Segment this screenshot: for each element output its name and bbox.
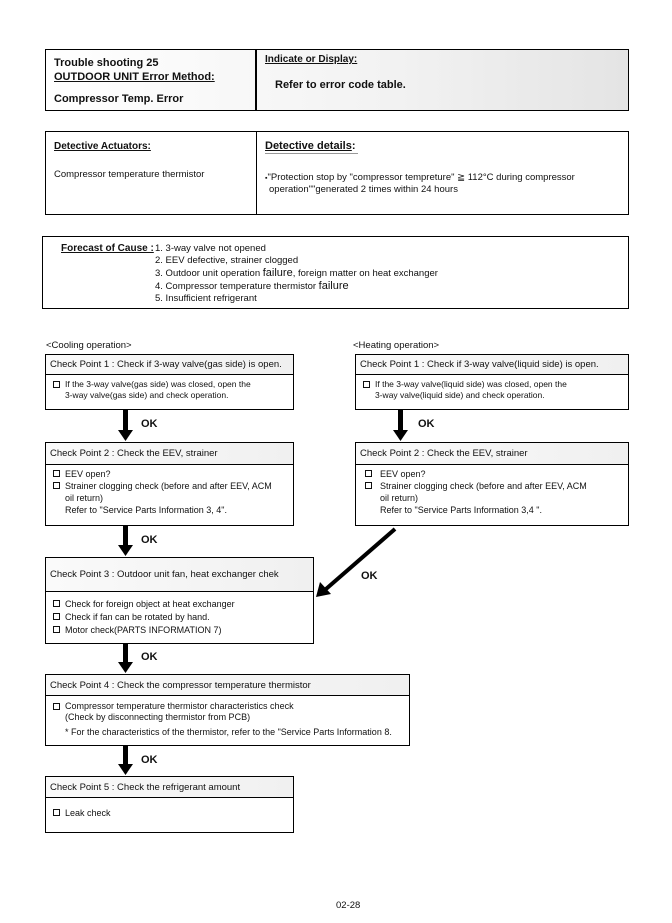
heating-operation-label: <Heating operation>	[353, 340, 440, 351]
detective-details-line2: operation""generated 2 times within 24 hours	[269, 184, 458, 195]
down-arrow-icon	[118, 410, 133, 441]
cause-item: 1. 3-way valve not opened	[155, 243, 266, 254]
check-point-4: Check Point 4 : Check the compressor temperature thermistor Compressor temperature thermistor characteristics check (Check by disconnecting thermistor from PCB) * For the characteristics of the thermistor, refer to the "Service Parts Information 8.	[45, 674, 410, 746]
check-point-title: Check Point 2 : Check the EEV, strainer	[46, 443, 293, 465]
detective-details-line1: ▪"Protection stop by "compressor tempreture" ≧ 112°C during compressor	[265, 172, 575, 183]
heating-check-point-2: Check Point 2 : Check the EEV, strainer EEV open? Strainer clogging check (before and after EEV, ACM oil return) Refer to "Service Parts Information 3,4 ".	[355, 442, 629, 526]
indicate-label: Indicate or Display:	[265, 54, 358, 65]
cooling-check-point-2: Check Point 2 : Check the EEV, strainer EEV open? Strainer clogging check (before and after EEV, ACM oil return) Refer to "Service Parts Information 3, 4".	[45, 442, 294, 526]
check-point-title: Check Point 5 : Check the refrigerant amount	[46, 777, 293, 798]
detective-details-colon: :	[351, 140, 356, 152]
check-point-title: Check Point 1 : Check if 3-way valve(liquid side) is open.	[356, 355, 628, 375]
bullet-icon: ▪	[265, 175, 268, 182]
down-arrow-icon	[118, 526, 133, 556]
down-arrow-icon	[118, 644, 133, 673]
heating-check-point-1: Check Point 1 : Check if 3-way valve(liquid side) is open. If the 3-way valve(liquid side) was closed, open the 3-way valve(liquid side) and check operation.	[355, 354, 629, 410]
check-point-3: Check Point 3 : Outdoor unit fan, heat exchanger chek Check for foreign object at heat exchanger Check if fan can be rotated by hand. Motor check(PARTS INFORMATION 7)	[45, 557, 314, 644]
cause-item: 4. Compressor temperature thermistor failure	[155, 280, 349, 292]
diagonal-arrow-icon	[316, 529, 395, 597]
detective-actuators-label: Detective Actuators:	[54, 141, 151, 152]
forecast-label: Forecast of Cause :	[61, 243, 154, 254]
ok-label: OK	[141, 754, 158, 766]
check-point-5: Check Point 5 : Check the refrigerant amount Leak check	[45, 776, 294, 833]
error-name: Compressor Temp. Error	[54, 93, 184, 105]
ok-label: OK	[141, 534, 158, 546]
cause-item: 5. Insufficient refrigerant	[155, 293, 257, 304]
ok-label: OK	[141, 651, 158, 663]
indicate-value: Refer to error code table.	[275, 79, 406, 91]
check-point-title: Check Point 3 : Outdoor unit fan, heat exchanger chek	[46, 558, 313, 592]
check-point-title: Check Point 1 : Check if 3-way valve(gas side) is open.	[46, 355, 293, 375]
detective-actuators-value: Compressor temperature thermistor	[54, 169, 205, 180]
ok-label: OK	[418, 418, 435, 430]
ok-label: OK	[141, 418, 158, 430]
cooling-operation-label: <Cooling operation>	[46, 340, 132, 351]
cause-item: 2. EEV defective, strainer clogged	[155, 255, 299, 266]
ok-label: OK	[361, 570, 378, 582]
trouble-shooting-number: Trouble shooting 25	[54, 57, 159, 69]
page-number: 02-28	[336, 900, 361, 911]
cause-item: 3. Outdoor unit operation failure, foreign matter on heat exchanger	[155, 267, 438, 279]
check-point-title: Check Point 2 : Check the EEV, strainer	[356, 443, 628, 465]
cooling-check-point-1: Check Point 1 : Check if 3-way valve(gas side) is open. If the 3-way valve(gas side) was closed, open the 3-way valve(gas side) and check operation.	[45, 354, 294, 410]
down-arrow-icon	[118, 746, 133, 775]
check-point-title: Check Point 4 : Check the compressor temperature thermistor	[46, 675, 409, 696]
detective-details-label: Detective details	[265, 140, 352, 152]
error-method-label: OUTDOOR UNIT Error Method:	[54, 71, 215, 83]
down-arrow-icon	[393, 410, 408, 441]
